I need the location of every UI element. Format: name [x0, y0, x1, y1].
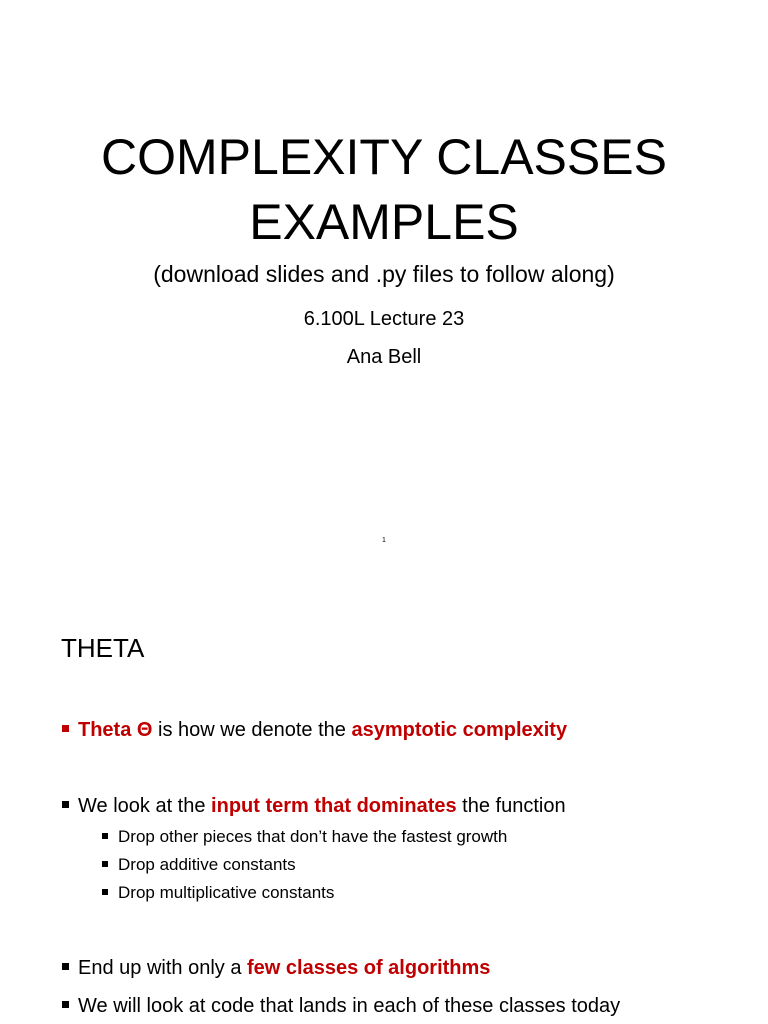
bullet-look-at-code: [62, 991, 620, 1021]
sub-bullet-text: Drop other pieces that don’t have the fastest growth: [118, 827, 508, 846]
sub-bullet-text: Drop additive constants: [118, 855, 296, 874]
bullet-dominating-term: [62, 791, 566, 821]
square-bullet-icon: [102, 833, 108, 839]
bullet-text: We look at the: [78, 795, 212, 817]
square-bullet-icon: [102, 889, 108, 895]
highlight-theta: Theta Θ: [78, 719, 153, 741]
slide-subtitle: (download slides and .py files to follow along): [153, 261, 615, 287]
sub-bullet-drop-multiplicative: [102, 881, 334, 905]
bullet-few-classes: [62, 953, 490, 983]
page-number: 1: [382, 537, 386, 544]
sub-bullet-drop-additive: [102, 853, 296, 877]
course-label: 6.100L Lecture 23: [303, 308, 465, 330]
bullet-text: the function: [456, 795, 566, 817]
square-bullet-icon: [102, 861, 108, 867]
red-square-bullet-icon: [62, 725, 69, 732]
bullet-text: is how we denote the: [152, 719, 352, 741]
sub-bullet-drop-other-pieces: [102, 825, 507, 849]
highlight-few-classes: few classes of algorithms: [247, 957, 491, 979]
highlight-asymptotic-complexity: asymptotic complexity: [351, 719, 568, 741]
square-bullet-icon: [62, 963, 69, 970]
slide-heading: THETA: [61, 633, 145, 663]
slide-title-line-2: EXAMPLES: [249, 194, 519, 250]
bullet-theta-definition: [62, 715, 567, 745]
square-bullet-icon: [62, 1001, 69, 1008]
highlight-input-term: input term that dominates: [211, 795, 457, 817]
sub-bullet-text: Drop multiplicative constants: [118, 883, 335, 902]
slide-title-line-1: COMPLEXITY CLASSES: [101, 129, 667, 185]
square-bullet-icon: [62, 801, 69, 808]
author-name: Ana Bell: [346, 346, 422, 368]
bullet-text: We will look at code that lands in each of these classes today: [78, 995, 621, 1017]
theta-slide: [0, 576, 768, 1024]
bullet-text: End up with only a: [78, 957, 247, 979]
